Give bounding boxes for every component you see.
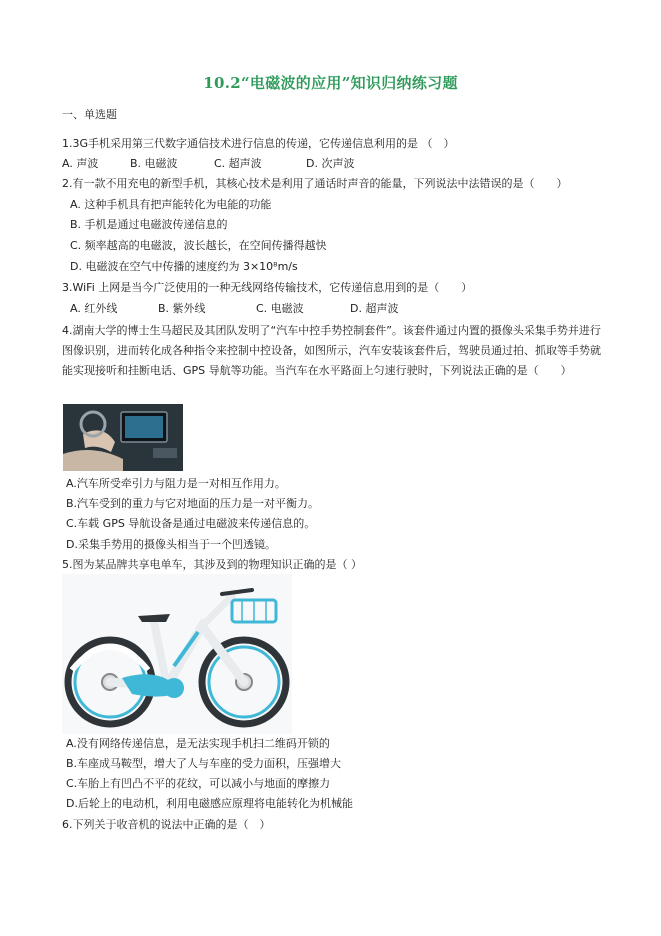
bike-illustration	[62, 574, 292, 734]
q3-option-c: C. 电磁波	[256, 302, 304, 315]
q3-stem: 3.WiFi 上网是当今广泛使用的一种无线网络传输技术，它传递信息用到的是（ ）	[62, 281, 473, 294]
q2-option-d: D. 电磁波在空气中传播的速度约为 3×10⁸m/s	[70, 260, 298, 273]
q3-option-b: B. 紫外线	[158, 302, 206, 315]
q3-option-d: D. 超声波	[350, 302, 399, 315]
q2-option-b: B. 手机是通过电磁波传递信息的	[70, 218, 228, 231]
q6-stem: 6.下列关于收音机的说法中正确的是（ ）	[62, 818, 271, 831]
section-heading: 一、单选题	[62, 108, 117, 121]
q5-option-b: B.车座成马鞍型，增大了人与车座的受力面积，压强增大	[66, 757, 342, 770]
q1-stem: 1.3G手机采用第三代数字通信技术进行信息的传递，它传递信息利用的是 （ ）	[62, 137, 455, 150]
car-dashboard-photo	[63, 404, 183, 471]
q4-option-c: C.车载 GPS 导航设备是通过电磁波来传递信息的。	[66, 517, 316, 530]
q4-option-b: B.汽车受到的重力与它对地面的压力是一对平衡力。	[66, 497, 320, 510]
q2-option-a: A. 这种手机具有把声能转化为电能的功能	[70, 198, 272, 211]
q5-option-c: C.车胎上有凹凸不平的花纹，可以减小与地面的摩擦力	[66, 777, 331, 790]
page-title: 10.2“电磁波的应用”知识归纳练习题	[203, 74, 458, 92]
q1-option-c: C. 超声波	[214, 157, 262, 170]
q4-stem: 4.湖南大学的博士生马超民及其团队发明了“汽车中控手势控制套件”。该套件通过内置的摄像头采集手势并进行图像识别，进而转化成各种指令来控制中控设备，如图所示，汽车安装该套件后，驾驶员通过拍、抓取等手势就能实现接听和挂断电话、GPS 导航等功能。当汽车在水平路面上匀速行驶时，下列说法正确的是（ ）	[62, 324, 601, 377]
q1-option-b: B. 电磁波	[130, 157, 178, 170]
q1-option-d: D. 次声波	[306, 157, 355, 170]
q5-option-d: D.后轮上的电动机，利用电磁感应原理将电能转化为机械能	[66, 797, 353, 810]
shared-bike-photo	[62, 574, 292, 734]
q1-option-a: A. 声波	[62, 157, 99, 170]
q3-option-a: A. 红外线	[70, 302, 118, 315]
q5-option-a: A.没有网络传递信息，是无法实现手机扫二维码开锁的	[66, 737, 330, 750]
q4-option-d: D.采集手势用的摄像头相当于一个凹透镜。	[66, 538, 276, 551]
q4-option-a: A.汽车所受牵引力与阻力是一对相互作用力。	[66, 477, 286, 490]
q2-stem: 2.有一款不用充电的新型手机，其核心技术是利用了通话时声音的能量，下列说法中法错误的是（ ）	[62, 177, 568, 190]
q5-stem: 5.图为某品牌共享电单车，其涉及到的物理知识正确的是（ ）	[62, 558, 362, 571]
car-dashboard-illustration	[63, 404, 183, 471]
q2-option-c: C. 频率越高的电磁波，波长越长，在空间传播得越快	[70, 239, 327, 252]
